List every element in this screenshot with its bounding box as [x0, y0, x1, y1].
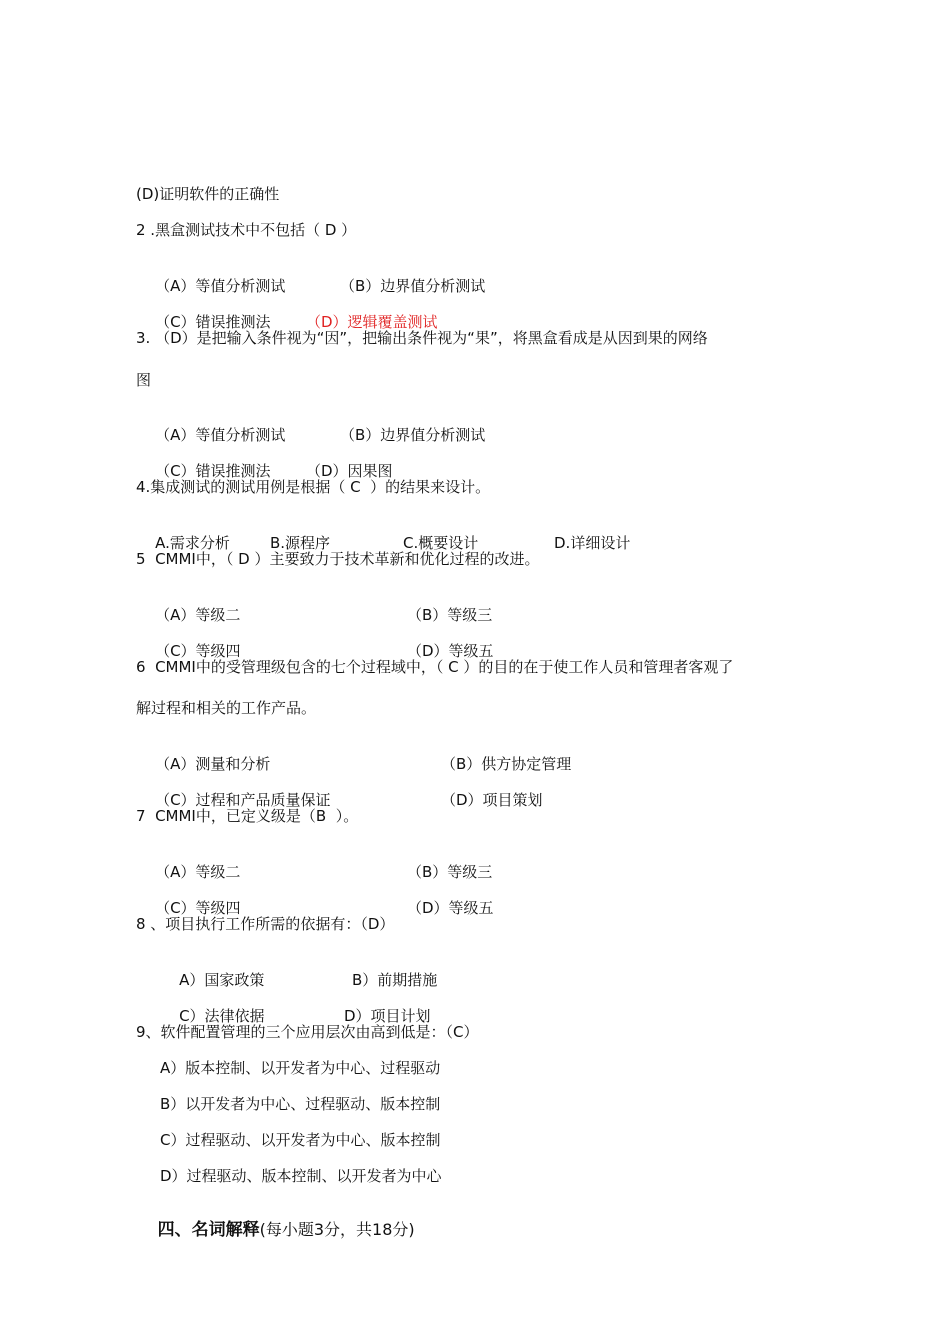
section-four-title: 四、名词解释 [157, 1220, 260, 1240]
q4-option-d: D.详细设计 [554, 534, 631, 552]
q6-stem-line1: 6 CMMI中的受管理级包含的七个过程域中，（ C ）的目的在于使工作人员和管理者客观了 [136, 658, 734, 676]
q9-option-a: A）版本控制、以开发者为中心、过程驱动 [160, 1059, 441, 1077]
q9-option-d: D）过程驱动、版本控制、以开发者为中心 [160, 1167, 442, 1185]
q3-option-a: （A）等值分析测试 [155, 426, 286, 444]
q8-option-b: B）前期措施 [352, 971, 438, 989]
q6-option-a: （A）测量和分析 [155, 755, 271, 773]
q2-option-a: （A）等值分析测试 [155, 277, 286, 295]
q9-option-b: B）以开发者为中心、过程驱动、版本控制 [160, 1095, 441, 1113]
q3-stem-line2: 图 [136, 371, 152, 389]
q8-option-d: D）项目计划 [344, 1007, 431, 1025]
q4-option-a: A.需求分析 [155, 534, 230, 552]
q6-stem-line2: 解过程和相关的工作产品。 [136, 699, 317, 717]
q8-option-c: C）法律依据 [179, 1007, 265, 1025]
section-four-heading [136, 1200, 415, 1260]
q5-stem: 5 CMMI中，（ D ）主要致力于技术革新和优化过程的改进。 [136, 550, 540, 568]
q8-stem: 8 、项目执行工作所需的依据有：（D） [136, 915, 395, 933]
q6-option-b: （B）供方协定管理 [441, 755, 572, 773]
q3-option-b: （B）边界值分析测试 [340, 426, 486, 444]
q3-option-c: （C）错误推测法 [155, 462, 271, 480]
q7-stem: 7 CMMI中，已定义级是（B ）。 [136, 807, 359, 825]
q7-option-a: （A）等级二 [155, 863, 241, 881]
q4-stem: 4.集成测试的测试用例是根据（ C ）的结果来设计。 [136, 478, 491, 496]
q5-option-d: （D）等级五 [407, 642, 494, 660]
q2-option-b: （B）边界值分析测试 [340, 277, 486, 295]
q5-option-c: （C）等级四 [155, 642, 241, 660]
section-four-note: (每小题3分，共18分) [259, 1220, 415, 1239]
q9-stem: 9、软件配置管理的三个应用层次由高到低是：（C） [136, 1023, 479, 1041]
q2-option-d-highlighted: （D）逻辑覆盖测试 [306, 313, 438, 331]
q2-stem: 2 .黑盒测试技术中不包括（ D ） [136, 221, 357, 239]
q4-option-c: C.概要设计 [403, 534, 479, 552]
q8-option-a: A）国家政策 [179, 971, 265, 989]
q5-option-a: （A）等级二 [155, 606, 241, 624]
q2-option-c: （C）错误推测法 [155, 313, 271, 331]
q7-option-c: （C）等级四 [155, 899, 241, 917]
q6-option-d: （D）项目策划 [441, 791, 543, 809]
q7-option-d: （D）等级五 [407, 899, 494, 917]
q7-option-b: （B）等级三 [407, 863, 493, 881]
q9-option-c: C）过程驱动、以开发者为中心、版本控制 [160, 1131, 441, 1149]
q6-option-c: （C）过程和产品质量保证 [155, 791, 331, 809]
q5-option-b: （B）等级三 [407, 606, 493, 624]
q3-option-d: （D）因果图 [306, 462, 393, 480]
q3-stem-line1: 3. （D）是把输入条件视为“因”，把输出条件视为“果”，将黑盒看成是从因到果的网络 [136, 329, 708, 347]
prev-option-d: (D)证明软件的正确性 [136, 185, 280, 203]
q4-option-b: B.源程序 [270, 534, 331, 552]
